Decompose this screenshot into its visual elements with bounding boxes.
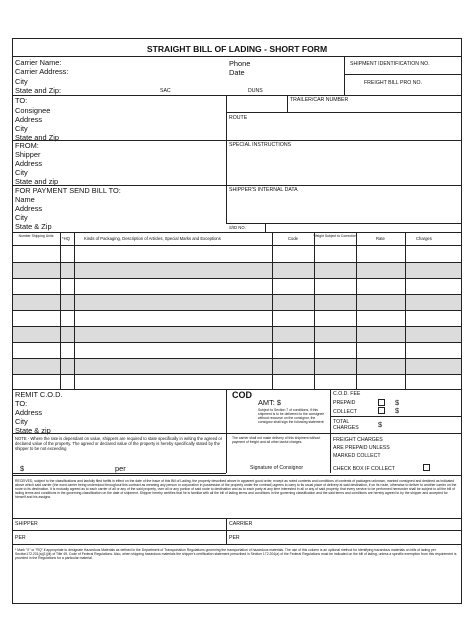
total-charges-label: TOTAL CHARGES <box>333 419 359 431</box>
trailer-number-label: TRAILER/CAR NUMBER <box>290 97 349 103</box>
col-header-charges: Charges <box>416 236 432 241</box>
collect-dollar: $ <box>395 406 400 415</box>
to-heading: TO: <box>15 96 28 105</box>
page-title: STRAIGHT BILL OF LADING - SHORT FORM <box>146 44 328 54</box>
carrier-per-label: PER <box>229 535 240 541</box>
freight-bill-label: FREIGHT BILL PRO NO. <box>364 80 422 86</box>
to-address-label: Address <box>15 115 43 124</box>
internal-data-label: SHIPPER'S INTERNAL DATA <box>229 187 298 193</box>
table-row <box>13 358 461 374</box>
cod-amount-label: AMT: $ <box>258 398 281 407</box>
remit-city-label: City <box>15 417 28 426</box>
consignor-signature-label: Signature of Consignor <box>250 465 304 471</box>
bill-to-name-label: Name <box>15 195 35 204</box>
bill-to-city-label: City <box>15 213 28 222</box>
remit-heading: REMIT C.O.D. <box>15 390 63 399</box>
to-city-label: City <box>15 124 28 133</box>
remit-state-zip-label: State & zip <box>15 426 51 435</box>
bill-to-address-label: Address <box>15 204 43 213</box>
carrier-address-label: Carrier Address: <box>15 67 69 76</box>
carrier-delivery-note: The carrier shall not make delivery of this shipment without payment of freight and all other lawful charges. <box>232 436 321 444</box>
declared-value-note: NOTE - Where the rate is dependant on value, shippers are required to state specifically in writing the agreed or declared value of the property. The agreed or declared value of the property is hereby specifically stated by the shipper to be not exceeding <box>15 436 223 451</box>
phone-label: Phone <box>229 59 251 68</box>
prepaid-label: PREPAID <box>333 400 356 406</box>
are-prepaid-label: ARE PREPAID UNLESS <box>333 445 390 451</box>
cod-fee-label: C.O.D. FEE <box>333 391 361 397</box>
date-label: Date <box>229 68 245 77</box>
carrier-state-zip-label: State and Zip: <box>15 86 62 95</box>
section7-text: Subject to Section 7 of conditions, if this shipment is to be delivered to the consignee without recourse on the consignor, the consignor shall sign the following statement: <box>258 408 325 424</box>
route-label: ROUTE <box>229 115 248 121</box>
from-address-label: Address <box>15 159 43 168</box>
cod-heading: COD <box>232 390 252 400</box>
col-header-rate: Rate <box>376 236 385 241</box>
to-state-zip-label: State and Zip <box>15 133 59 142</box>
prepaid-checkbox[interactable] <box>378 399 385 406</box>
bill-to-state-zip-label: State & Zip <box>15 222 52 231</box>
table-row <box>13 262 461 278</box>
from-city-label: City <box>15 168 28 177</box>
consignee-label: Consignee <box>15 106 51 115</box>
col-header-code: Code <box>288 236 299 241</box>
carrier-city-label: City <box>15 77 28 86</box>
duns-label: DUNS <box>248 88 263 94</box>
hazmat-footnote: * Mark "X" or "RQ" if appropriate to designate Hazardous Materials as defined in the Department of Transportation Regulations governing the transportation of hazardous materials. The use of this column is an optional method for identifying hazardous materials on bills of lading per Section172.201(a)(1)(iii) of Title 49, Code of Federal Regulations. Also, when shipping hazardous materials the shipper's certification statement prescribed in Section 172.204(a) of the Federal Regulations must be indicated on the bill of lading, unless a specific exemption from this requirement is provided in the Regulations for a particular material. <box>15 548 457 560</box>
col-header-kinds: Kinds of Packaging, Description of Articles, Special Marks and Exceptions <box>84 236 221 241</box>
col-header-hq: *HQ <box>62 236 70 241</box>
table-row <box>13 326 461 342</box>
sid-number-label: S/ID NO. <box>229 225 246 230</box>
sac-label: SAC <box>160 88 171 94</box>
marked-collect-label: MARKED COLLECT <box>333 453 381 459</box>
received-terms: RECEIVED, subject to the classifications and lawfully filed tariffs in effect on the date of the issue of this Bill of Lading, the property described above in apparent good order, except as noted contents and conditions of contents of packages unknown, marked consigned and destined as indicated above which said carrier (the word carrier being understood throughout this contract as meaning any person or corporation in possession of the property under the contract) agrees to carry to its usual place of delivery at said destination, if on its route, otherwise to deliver to another carrier on the route to its destination. It is mutually agreed as to each carrier of all or any of the said property, over all or any portion of said route to destination and as to each party at any time interested in all or any of said property, that every service to be performed hereunder shall be subject to all the bill of lading terms and conditions in the governing classification on the date of shipment. Shipper hereby certifies that he is familiar with all the bill of lading terms and conditions in the governing classification and the said terms and conditions are hereby agreed to by the shipper and accepted for himself and his assigns. <box>15 479 457 499</box>
total-dollar: $ <box>378 420 383 429</box>
prepaid-dollar: $ <box>395 398 400 407</box>
shipper-per-label: PER <box>15 535 26 541</box>
remit-to-label: TO: <box>15 399 28 408</box>
collect-label: COLLECT <box>333 409 357 415</box>
declared-value-dollar: $ <box>20 464 25 473</box>
from-state-zip-label: State and zip <box>15 177 59 186</box>
col-header-weight: Weight Subject to Correction <box>313 234 357 238</box>
carrier-signature-label: CARRIER <box>229 521 253 527</box>
declared-value-per: per <box>115 464 126 473</box>
special-instructions-label: SPECIAL INSTRUCTIONS <box>229 142 292 148</box>
payment-heading: FOR PAYMENT SEND BILL TO: <box>15 186 121 195</box>
col-header-units: Number Shipping Units <box>18 234 54 238</box>
table-row <box>13 294 461 310</box>
remit-address-label: Address <box>15 408 43 417</box>
from-heading: FROM: <box>15 141 39 150</box>
shipper-signature-label: SHIPPER <box>15 521 38 527</box>
collect-checkbox[interactable] <box>378 407 385 414</box>
shipment-id-label: SHIPMENT IDENTIFICATION NO. <box>350 61 430 67</box>
check-if-collect-label: CHECK BOX IF COLLECT <box>333 466 395 472</box>
collect-freight-checkbox[interactable] <box>423 464 430 471</box>
shipper-label: Shipper <box>15 150 41 159</box>
form-frame <box>12 38 462 604</box>
carrier-name-label: Carrier Name: <box>15 58 62 67</box>
freight-charges-label: FREIGHT CHARGES <box>333 437 383 443</box>
